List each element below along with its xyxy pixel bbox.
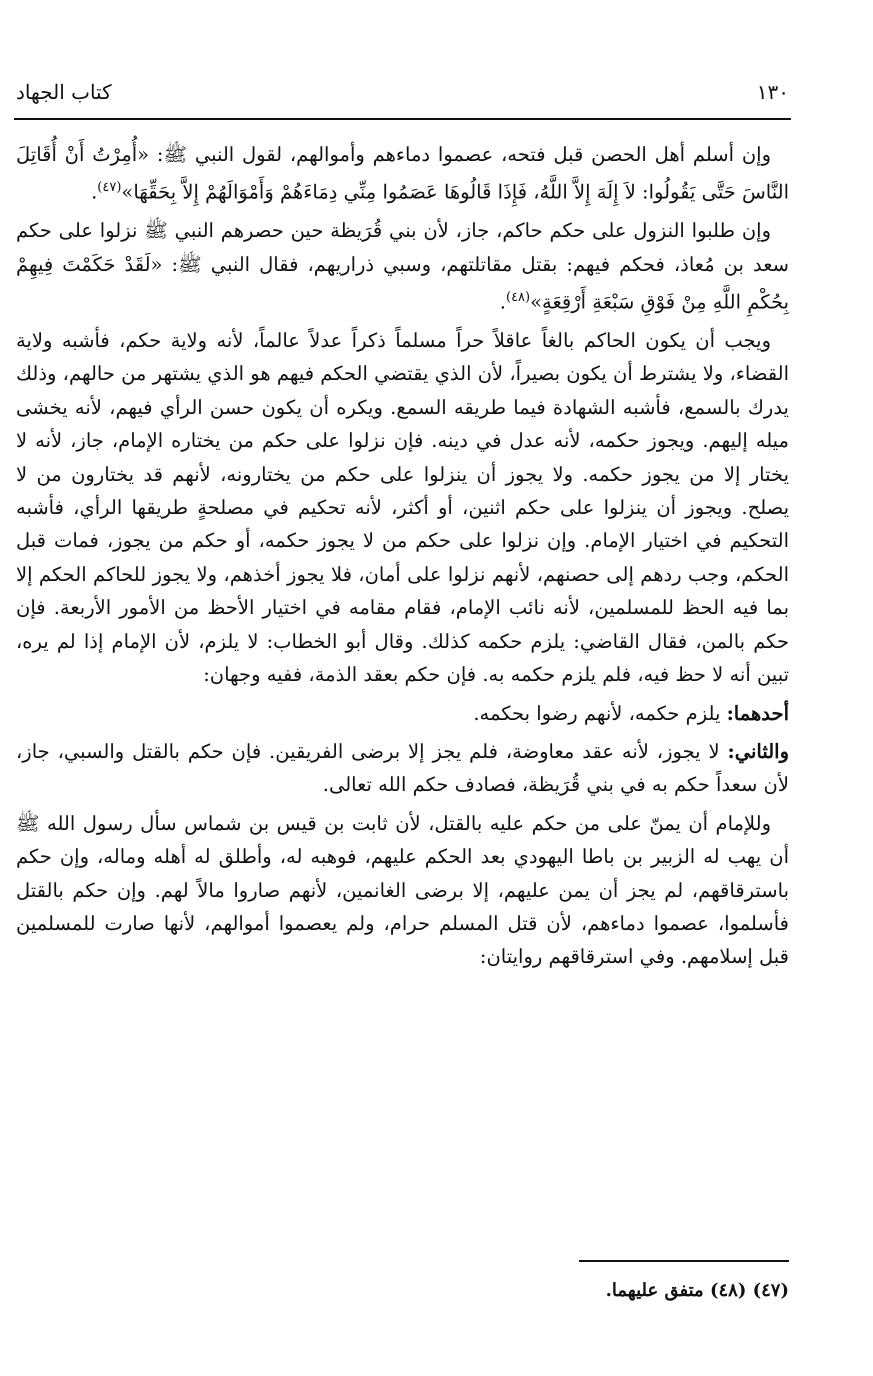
- footnotes: (٤٧) (٤٨) متفق عليهما.: [605, 1280, 789, 1301]
- paragraph-text: وإن أسلم أهل الحصن قبل فتحه، عصموا دماءهم وأموالهم، لقول النبي ﷺ: «أُمِرْتُ أَنْ أُقَاتِلَ النَّاسَ حَتَّى يَقُولُوا: لاَ إِلَهَ إِلاَّ اللَّهُ، فَإِذَا قَالُوهَا عَصَمُوا مِنِّي دِمَاءَهُمْ وَأَمْوَالَهُمْ إِلاَّ بِحَقِّهَا»: [16, 143, 789, 204]
- paragraph: [16, 697, 789, 730]
- paragraph-text: وللإمام أن يمنّ على من حكم عليه بالقتل، لأن ثابت بن قيس بن شماس سأل رسول الله ﷺ أن يهب له الزبير بن باطا اليهودي بعد الحكم عليهم، فوهبه له، وأطلق له أهله وماله، وإن حكم باسترقاقهم، لم يجز أن يمن عليهم، إلا برضى الغانمين، لأنهم صاروا مالاً لهم. وإن حكم بالقتل فأسلموا، عصموا دماءهم، لأن قتل المسلم حرام، ولم يعصموا أموالهم، لأنها صارت للمسلمين قبل إسلامهم. وفي استرقاقهم روايتان:: [16, 811, 789, 969]
- header-rule: [14, 118, 791, 120]
- paragraph-end: .: [91, 180, 98, 204]
- paragraph-lead: والثاني:: [727, 739, 789, 763]
- main-text: [16, 138, 789, 979]
- page-number: ١٣٠: [756, 80, 789, 104]
- paragraph-text: ويجب أن يكون الحاكم بالغاً عاقلاً حراً مسلماً ذكراً عدلاً عالماً، لأنه ولاية حكم، فأشبه ولاية القضاء، ولا يشترط أن يكون بصيراً، لأن الذي يقتضي الحكم فيهم هو الذي يشتهر من حالهم، وذلك يدرك بالسمع، فأشبه الشهادة فيما طريقه السمع. ويكره أن يكون حسن الرأي فيهم، لأنه يخشى ميله إليهم. ويجوز حكمه، لأنه عدل في دينه. فإن نزلوا على حكم من يختاره الإمام، جاز، لأنه لا يختار إلا من يجوز حكمه. ولا يجوز أن ينزلوا على حكم من يختارونه، لأنهم قد يختارون من لا يصلح. ويجوز أن ينزلوا على حكم اثنين، أو أكثر، لأنه تحكيم في مصلحةٍ طريقها الرأي، فأشبه التحكيم في اختيار الإمام. وإن نزلوا على حكم من لا يجوز حكمه، أو حكم من يجوز، فمات قبل الحكم، وجب ردهم إلى حصنهم، لأنهم نزلوا على أمان، فلا يجوز أخذهم، ولا يجوز للحاكم الحكم إلا بما فيه الحظ للمسلمين، لأنه نائب الإمام، فقام مقامه في اختيار الأحظ من الأمور الأربعة. فإن حكم بالمن، فقال القاضي: يلزم حكمه كذلك. وقال أبو الخطاب: لا يلزم، لأن الإمام إذا لم يره، تبين أنه لا حظ فيه، فلم يلزم حكمه به. فإن حكم بعقد الذمة، ففيه وجهان:: [16, 329, 789, 687]
- paragraph-text: وإن طلبوا النزول على حكم حاكم، جاز، لأن بني قُرَيظة حين حصرهم النبي ﷺ نزلوا على حكم سعد بن مُعاذ، فحكم فيهم: بقتل مقاتلتهم، وسبي ذراريهم، فقال النبي ﷺ: «لَقَدْ حَكَمْتَ فِيهِمْ بِحُكْمِ اللَّهِ مِنْ فَوْقِ سَبْعَةِ أَرْقِعَةٍ»: [16, 219, 789, 314]
- paragraph-text: لا يجوز، لأنه عقد معاوضة، فلم يجز إلا برضى الفريقين. فإن حكم بالقتل والسبي، جاز، لأن سعداً حكم به في بني قُرَيظة، فصادف حكم الله تعالى.: [16, 739, 789, 797]
- footnote-ref: (٤٧): [97, 180, 122, 196]
- paragraph: [16, 807, 789, 974]
- book-title: كتاب الجهاد: [16, 80, 112, 104]
- paragraph-lead: أحدهما:: [726, 701, 789, 725]
- paragraph: [16, 324, 789, 691]
- paragraph-end: .: [499, 290, 506, 314]
- paragraph: [16, 138, 789, 209]
- footnote-ref: (٤٨): [506, 290, 531, 306]
- footnote-rule: [579, 1260, 789, 1262]
- paragraph: [16, 214, 789, 319]
- page-header: [16, 72, 789, 112]
- paragraph: [16, 735, 789, 802]
- paragraph-text: يلزم حكمه، لأنهم رضوا بحكمه.: [473, 701, 727, 725]
